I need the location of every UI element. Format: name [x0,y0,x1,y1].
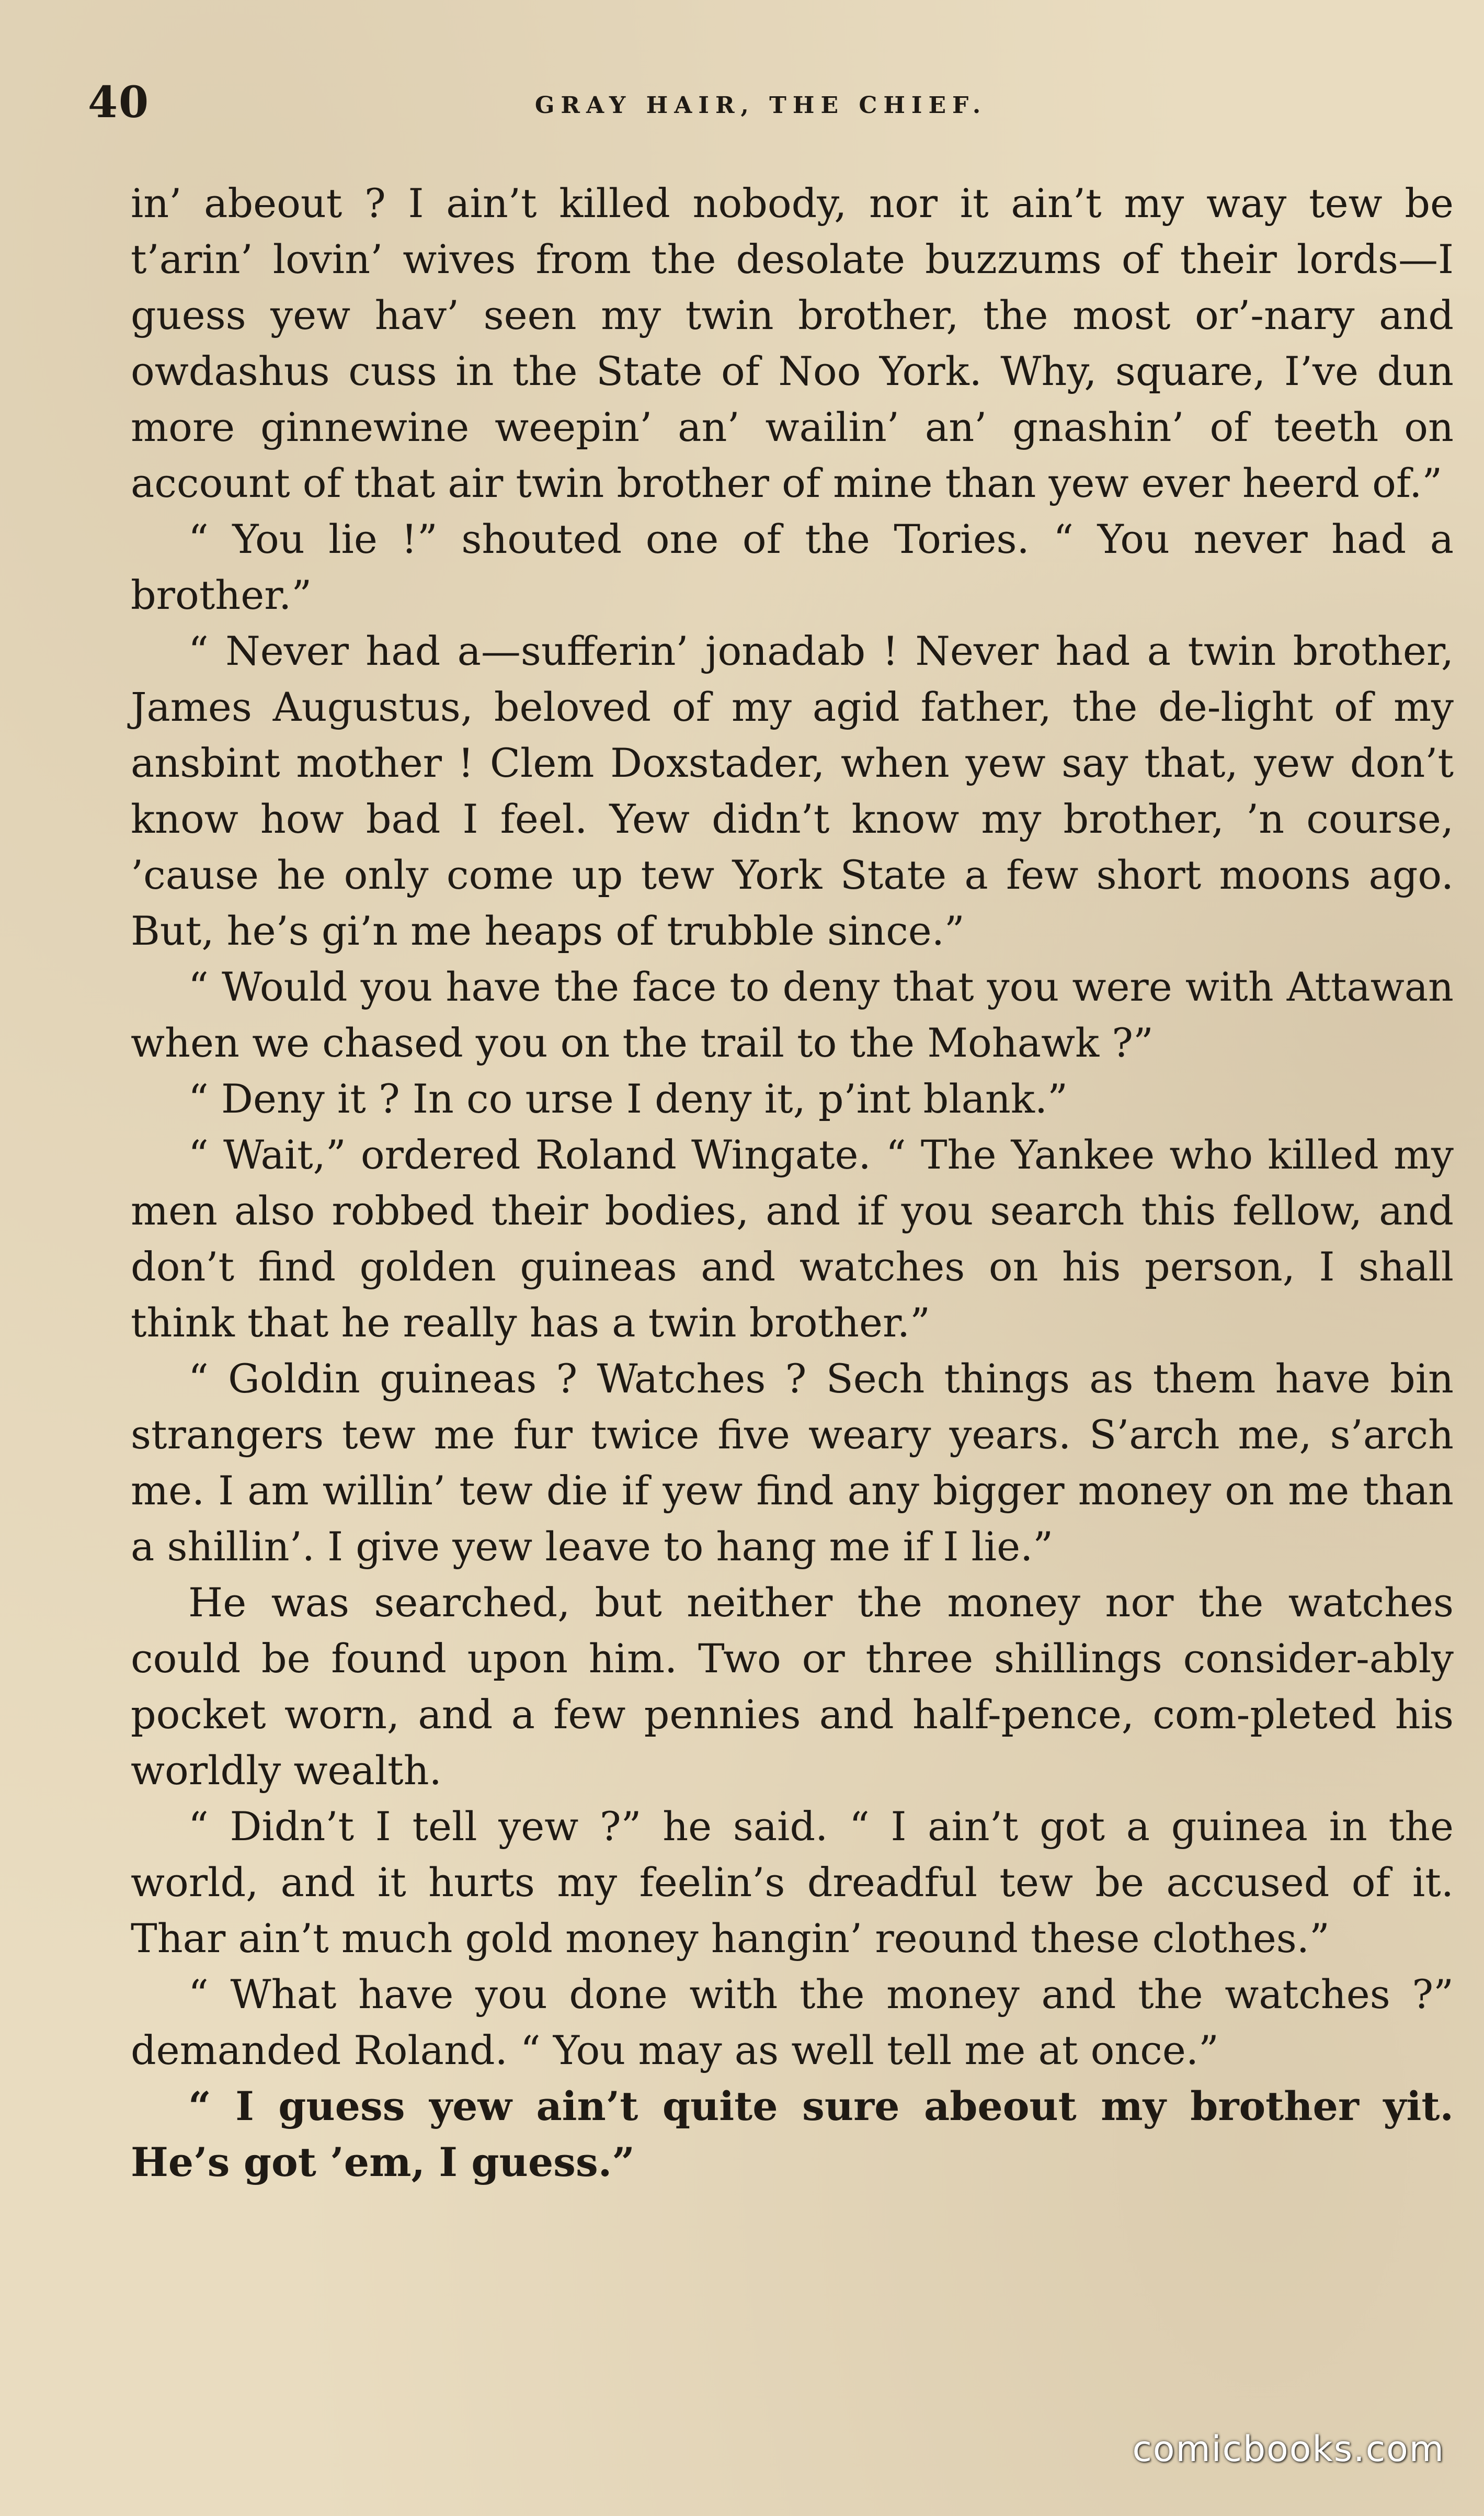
running-title: GRAY HAIR, THE CHIEF. [534,92,987,119]
page-number: 40 [88,77,150,128]
paragraph-1: in’ abeout ? I ain’t killed nobody, nor it ain’t my way tew be t’arin’ lovin’ wives from the desolate buzzums of their lords—I guess yew hav’ seen my twin brother, the most or’-nary and owdashus cuss in the State of Noo York. Why, square, I’ve dun more ginnewine weepin’ an’ wailin’ an’ gnashin’ of teeth on account of that air twin brother of mine than yew ever heerd of.” [131,180,1454,506]
paragraph-5: “ Deny it ? In co urse I deny it, p’int blank.” [188,1075,1068,1122]
paragraph-4: “ Would you have the face to deny that you were with Attawan when we chased you on the trail to the Mohawk ?” [131,964,1454,1066]
page-header [84,77,1438,135]
watermark: comicbooks.com [1132,2429,1445,2470]
paragraph-6: “ Wait,” ordered Roland Wingate. “ The Yankee who killed my men also robbed their bodies, and if you search this fellow, and don’t find golden guineas and watches on his person, I shall think that he really has a twin brother.” [131,1131,1454,1346]
paragraph-8: He was searched, but neither the money nor the watches could be found upon him. Two or three shillings consider-ably pocket worn, and a few pennies and half-pence, com-pleted his worldly wealth. [131,1579,1454,1794]
paragraph-9: “ Didn’t I tell yew ?” he said. “ I ain’t got a guinea in the world, and it hurts my feelin’s dreadful tew be accused of it. Thar ain’t much gold money hangin’ reound these clothes.” [131,1803,1454,1962]
paragraph-2: “ You lie !” shouted one of the Tories. “ You never had a brother.” [131,516,1454,618]
body-text [131,175,1454,2190]
paragraph-7: “ Goldin guineas ? Watches ? Sech things as them have bin strangers tew me fur twice five weary years. S’arch me, s’arch me. I am willin’ tew die if yew find any bigger money on me than a shillin’. I give yew leave to hang me if I lie.” [131,1355,1454,1570]
paragraph-10: “ What have you done with the money and the watches ?” demanded Roland. “ You may as well tell me at once.” [131,1971,1454,2073]
paragraph-11: “ I guess yew ain’t quite sure abeout my brother yit. He’s got ’em, I guess.” [131,2083,1454,2185]
paragraph-3: “ Never had a—sufferin’ jonadab ! Never had a twin brother, James Augustus, beloved of my agid father, the de-light of my ansbint mother ! Clem Doxstader, when yew say that, yew don’t know how bad I feel. Yew didn’t know my brother, ’n course, ’cause he only come up tew York State a few short moons ago. But, he’s gi’n me heaps of trubble since.” [131,628,1454,954]
